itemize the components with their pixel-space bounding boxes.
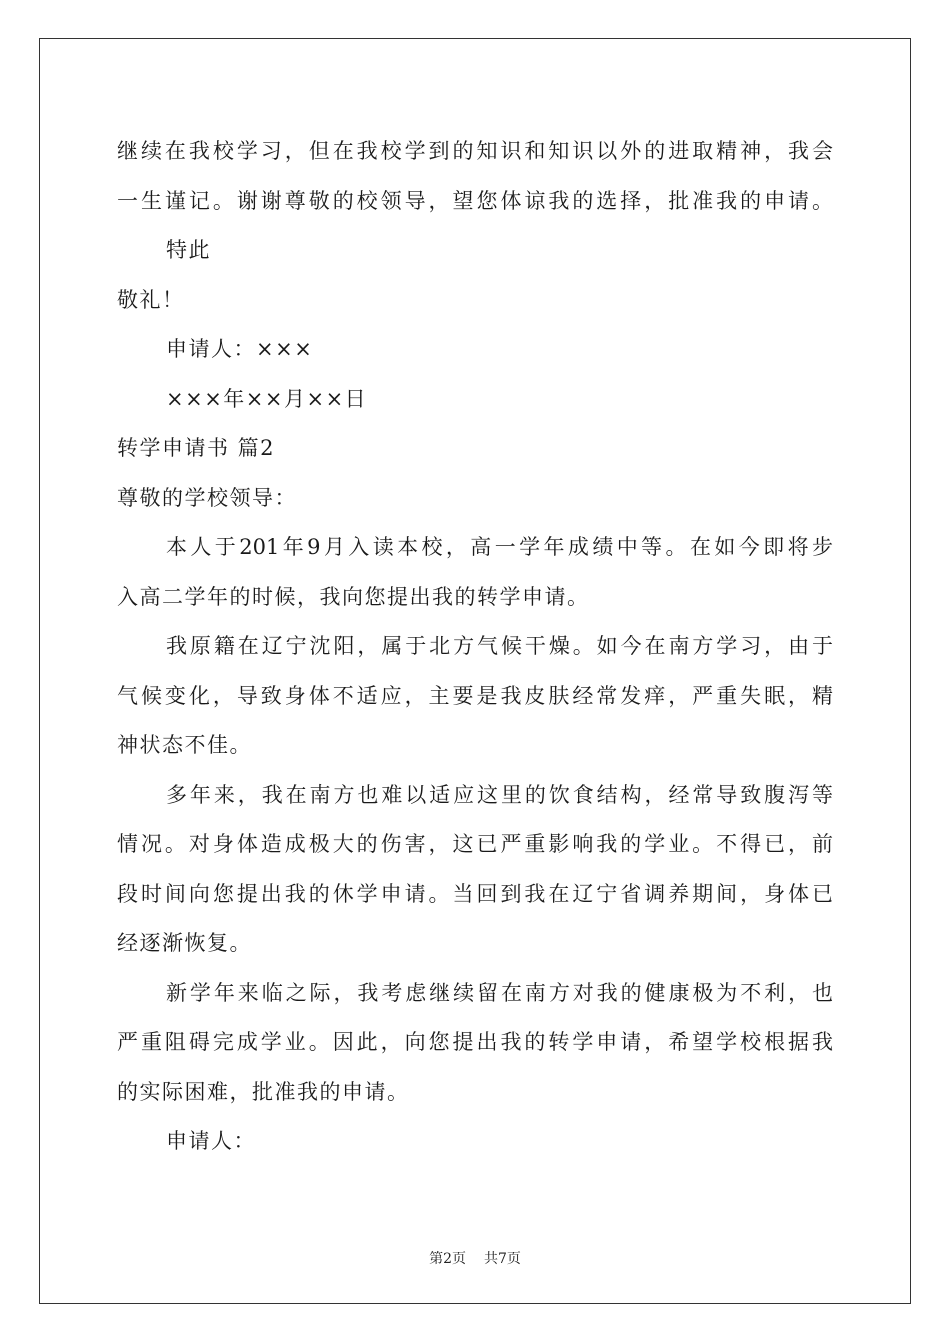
text-line: 新学年来临之际，我考虑继续留在南方对我的健康极为不利，也 [166, 980, 833, 1005]
salutation-closing: 敬礼！ [117, 287, 185, 312]
text-line: 气候变化，导致身体不适应，主要是我皮肤经常发痒，严重失眠，精 [117, 683, 833, 708]
closing-phrase: 特此 [166, 238, 211, 262]
text-line: 一生谨记。谢谢尊敬的校领导，望您体谅我的选择，批准我的申请。 [117, 188, 833, 213]
section-title: 转学申请书 篇2 [117, 436, 276, 460]
page-footer [0, 1248, 950, 1268]
applicant-signature: 申请人： [166, 1129, 256, 1153]
text-line: 段时间向您提出我的休学申请。当回到我在辽宁省调养期间，身体已 [117, 881, 833, 906]
text-line: 的实际困难，批准我的申请。 [117, 1079, 410, 1104]
applicant-signature: 申请人：××× [166, 337, 314, 361]
text-line: 严重阻碍完成学业。因此，向您提出我的转学申请，希望学校根据我 [117, 1030, 833, 1054]
text-line: 经逐渐恢复。 [117, 931, 252, 955]
greeting: 尊敬的学校领导： [117, 485, 297, 510]
text-line: 神状态不佳。 [117, 733, 252, 757]
page-number-current: 第2页 [429, 1251, 466, 1267]
document-body [117, 127, 833, 1167]
text-line: 情况。对身体造成极大的伤害，这已严重影响我的学业。不得已，前 [117, 832, 833, 856]
text-line: 继续在我校学习，但在我校学到的知识和知识以外的进取精神，我会 [117, 139, 833, 163]
page-number-total: 共7页 [484, 1251, 521, 1267]
text-line: 多年来，我在南方也难以适应这里的饮食结构，经常导致腹泻等 [166, 782, 833, 807]
text-line: 我原籍在辽宁沈阳，属于北方气候干燥。如今在南方学习，由于 [166, 634, 833, 658]
date-line: ×××年××月××日 [166, 386, 368, 411]
text-line: 入高二学年的时候，我向您提出我的转学申请。 [117, 584, 590, 609]
text-line: 本人于201年9月入读本校，高一学年成绩中等。在如今即将步 [166, 535, 833, 559]
